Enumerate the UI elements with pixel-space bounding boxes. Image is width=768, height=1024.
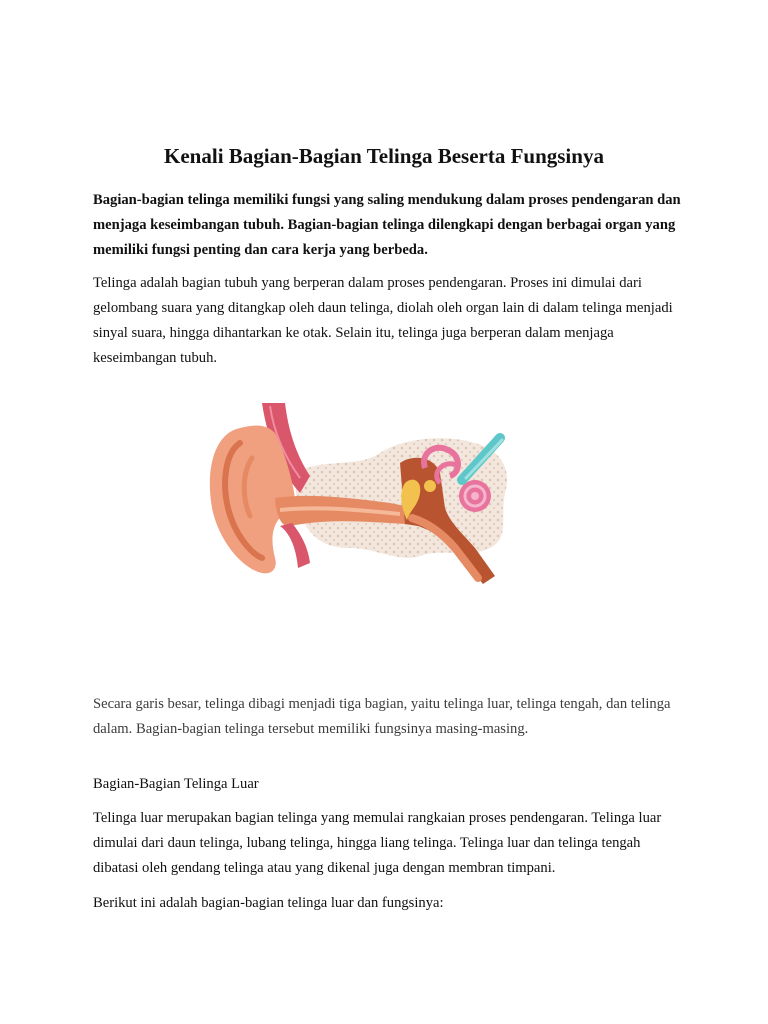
ear-anatomy-icon bbox=[200, 398, 520, 598]
lead-paragraph: Bagian-bagian telinga memiliki fungsi yang saling mendukung dalam proses pendengaran dan menjaga keseimbangan tubuh. Bagian-bagian telinga dilengkapi dengan berbagai organ yang memiliki fungsi penting dan cara kerja yang berbeda. bbox=[93, 192, 681, 258]
page-title: Kenali Bagian-Bagian Telinga Beserta Fungsinya bbox=[164, 144, 604, 168]
ear-anatomy-figure bbox=[200, 398, 520, 598]
outer-ear-paragraph: Telinga luar merupakan bagian telinga yang memulai rangkaian proses pendengaran. Telinga luar dimulai dari daun telinga, lubang telinga, hingga liang telinga. Telinga luar dan telinga tengah dibatasi oleh gendang telinga atau yang dikenal juga dengan membran timpani. bbox=[93, 810, 662, 876]
list-intro-paragraph: Berikut ini adalah bagian-bagian telinga luar dan fungsinya: bbox=[93, 895, 444, 911]
section-heading-outer-ear: Bagian-Bagian Telinga Luar bbox=[93, 776, 259, 792]
overview-paragraph: Secara garis besar, telinga dibagi menjadi tiga bagian, yaitu telinga luar, telinga tengah, dan telinga dalam. Bagian-bagian telinga tersebut memiliki fungsinya masing-masing. bbox=[93, 696, 671, 737]
intro-paragraph: Telinga adalah bagian tubuh yang berperan dalam proses pendengaran. Proses ini dimulai dari gelombang suara yang ditangkap oleh daun telinga, diolah oleh organ lain di dalam telinga menjadi sinyal suara, hingga dihantarkan ke otak. Selain itu, telinga juga berperan dalam menjaga keseimbangan tubuh. bbox=[93, 275, 673, 366]
